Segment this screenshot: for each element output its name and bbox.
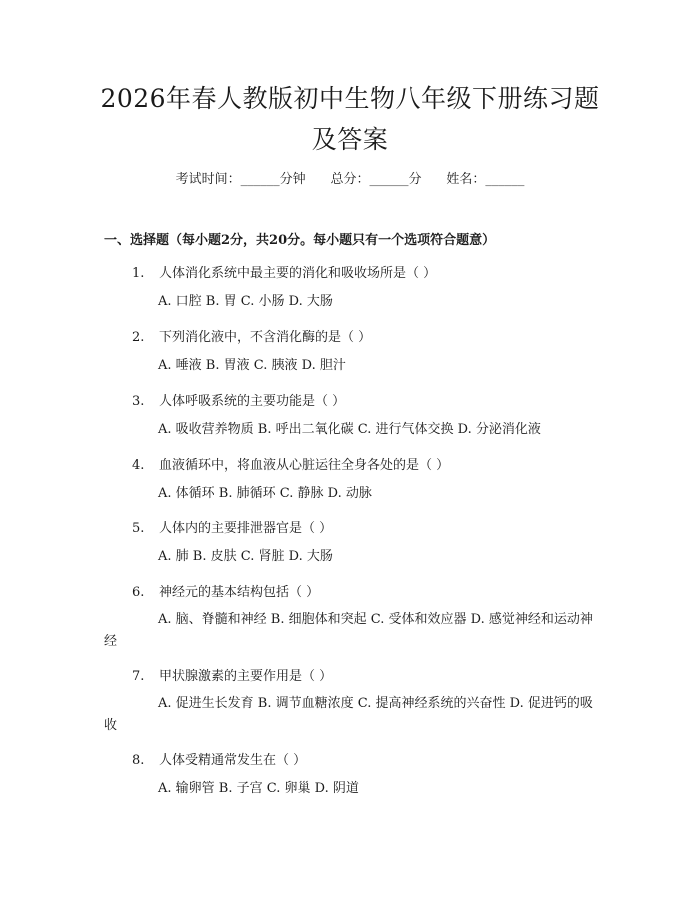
title-line-1: 2026年春人教版初中生物八年级下册练习题 [100,84,600,113]
time-blank: ______ [240,172,280,187]
question-text: 人体受精通常发生在（ ） [159,753,307,768]
question-5-options: A. 肺 B. 皮肤 C. 肾脏 D. 大肠 [158,549,333,564]
title-line-2: 及答案 [311,125,389,154]
question-2 [132,326,371,345]
section-header-choice: 一、选择题（每小题2分，共20分。每小题只有一个选项符合题意） [104,233,496,248]
exam-meta [0,168,700,187]
question-1 [132,262,436,281]
document-title [90,78,610,160]
question-number: 1. [132,266,145,281]
question-number: 6. [132,585,145,600]
question-7-options: A. 促进生长发育 B. 调节血糖浓度 C. 提高神经系统的兴奋性 D. 促进钙的吸收 [104,696,593,733]
time-unit: 分钟 [279,172,306,187]
question-number: 4. [132,458,145,473]
question-3 [132,390,345,409]
question-text: 人体内的主要排泄器官是（ ） [159,521,333,536]
question-text: 神经元的基本结构包括（ ） [159,585,320,600]
time-label: 考试时间： [175,172,241,187]
question-text: 甲状腺激素的主要作用是（ ） [159,669,333,684]
question-8-options: A. 输卵管 B. 子宫 C. 卵巢 D. 阴道 [158,781,359,796]
question-text: 人体呼吸系统的主要功能是（ ） [159,394,346,409]
question-8 [132,749,306,768]
question-5 [132,517,332,536]
question-number: 5. [132,521,145,536]
question-6 [132,581,319,600]
question-7 [132,665,332,684]
question-number: 8. [132,753,145,768]
name-blank: ______ [485,172,525,187]
question-1-options: A. 口腔 B. 胃 C. 小肠 D. 大肠 [158,294,333,309]
question-4-options: A. 体循环 B. 肺循环 C. 静脉 D. 动脉 [158,486,372,501]
score-blank: ______ [369,172,409,187]
question-text: 下列消化液中，不含消化酶的是（ ） [159,330,372,345]
question-3-options: A. 吸收营养物质 B. 呼出二氧化碳 C. 进行气体交换 D. 分泌消化液 [158,422,541,437]
question-number: 3. [132,394,145,409]
question-6-options: A. 脑、脊髓和神经 B. 细胞体和突起 C. 受体和效应器 D. 感觉神经和运动神经 [104,612,593,649]
question-text: 血液循环中，将血液从心脏运往全身各处的是（ ） [159,458,450,473]
question-text: 人体消化系统中最主要的消化和吸收场所是（ ） [159,266,437,281]
score-label: 总分： [330,172,370,187]
question-number: 2. [132,330,145,345]
name-label: 姓名： [446,172,486,187]
question-2-options: A. 唾液 B. 胃液 C. 胰液 D. 胆汁 [158,358,346,373]
score-unit: 分 [408,172,422,187]
question-number: 7. [132,669,145,684]
question-4 [132,454,449,473]
